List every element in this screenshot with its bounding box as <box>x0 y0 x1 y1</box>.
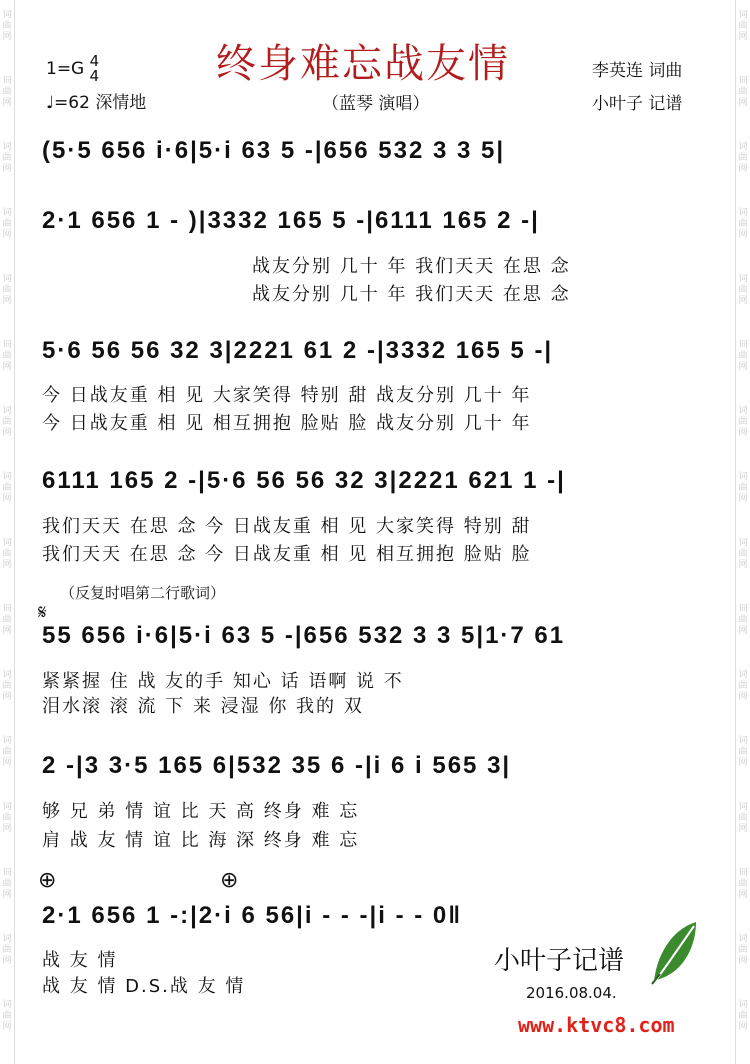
time-signature <box>90 54 100 84</box>
watermark-text: 词 曲 网 <box>738 604 748 636</box>
transcription-date: 2016.08.04. <box>526 984 617 1002</box>
lyrics-row-3-verse-1: 今 日战友重 相 见 大家笑得 特别 甜 战友分别 几十 年 <box>42 385 532 406</box>
site-url-text: www.ktvc8.com <box>518 1013 675 1037</box>
lyrics-row-2-verse-2: 战友分别 几十 年 我们天天 在思 念 <box>252 284 571 305</box>
watermark-text: 词 曲 网 <box>738 142 748 174</box>
lyrics-row-2-verse-1: 战友分别 几十 年 我们天天 在思 念 <box>252 256 571 277</box>
key-text: 1=G <box>46 59 85 79</box>
watermark-text: 词 曲 网 <box>738 208 748 240</box>
watermark-text: 词 曲 网 <box>2 76 12 108</box>
watermark-text: 词 曲 网 <box>738 10 748 42</box>
watermark-text: 词 曲 网 <box>738 934 748 966</box>
watermark-text: 词 曲 网 <box>2 406 12 438</box>
notation-row-1: (5·5 656 i·6|5·i 63 5 -|656 532 3 3 5| <box>42 137 506 164</box>
lyrics-row-6-verse-1: 够 兄 弟 情 谊 比 天 高 终身 难 忘 <box>42 801 360 822</box>
notation-row-2: 2·1 656 1 - )|3332 165 5 -|6111 165 2 -| <box>42 207 540 234</box>
lyrics-row-4-verse-2: 我们天天 在思 念 今 日战友重 相 见 相互拥抱 脸贴 脸 <box>42 544 532 565</box>
lyrics-row-6-verse-2: 肩 战 友 情 谊 比 海 深 终身 难 忘 <box>42 830 360 851</box>
leaf-icon <box>646 918 700 986</box>
mood-marking: 深情地 <box>95 93 147 113</box>
notation-row-5: 55 656 i·6|5·i 63 5 -|656 532 3 3 5|1·7 61 <box>42 622 566 649</box>
watermark-text: 词 曲 网 <box>2 604 12 636</box>
coda-symbol-1: ⊕ <box>38 868 57 893</box>
notation-row-6: 2 -|3 3·5 165 6|532 35 6 -|i 6 i 565 3| <box>42 752 512 779</box>
tempo-line <box>46 88 146 113</box>
lyrics-row-3-verse-2: 今 日战友重 相 见 相互拥抱 脸贴 脸 战友分别 几十 年 <box>42 413 532 434</box>
watermark-text: 词 曲 网 <box>2 802 12 834</box>
notation-row-7: 2·1 656 1 -:|2·i 6 56|i - - -|i - - 0‖ <box>42 902 463 929</box>
watermark-text: 词 曲 网 <box>738 1000 748 1032</box>
watermark-text: 词 曲 网 <box>2 670 12 702</box>
handwritten-signature: 小叶子记谱 <box>494 946 625 976</box>
watermark-text: 词 曲 网 <box>2 10 12 42</box>
lyrics-row-4-verse-1: 我们天天 在思 念 今 日战友重 相 见 大家笑得 特别 甜 <box>42 516 532 537</box>
key-signature <box>46 54 99 84</box>
singer-credit: （蓝琴 演唱） <box>322 94 430 114</box>
repeat-instruction: （反复时唱第二行歌词） <box>60 584 226 602</box>
coda-symbol-2: ⊕ <box>220 868 239 893</box>
lyrics-row-5-verse-1: 紧紧握 住 战 友的手 知心 话 语啊 说 不 <box>42 671 404 692</box>
watermark-text: 词 曲 网 <box>2 1000 12 1032</box>
watermark-text: 词 曲 网 <box>2 868 12 900</box>
watermark-text: 词 曲 网 <box>2 538 12 570</box>
watermark-text: 词 曲 网 <box>2 274 12 306</box>
watermark-text: 词 曲 网 <box>2 736 12 768</box>
watermark-text: 词 曲 网 <box>738 736 748 768</box>
watermark-text: 词 曲 网 <box>738 274 748 306</box>
lyrics-row-7-verse-1: 战 友 情 <box>42 950 118 971</box>
watermark-text: 词 曲 网 <box>2 340 12 372</box>
lyricist-composer-credit: 李英连 词曲 <box>592 61 683 81</box>
notation-row-3: 5·6 56 56 32 3|2221 61 2 -|3332 165 5 -| <box>42 337 554 364</box>
tempo-marking: ♩=62 <box>46 93 90 113</box>
watermark-text: 词 曲 网 <box>2 142 12 174</box>
transcriber-credit: 小叶子 记谱 <box>592 94 683 114</box>
watermark-text: 词 曲 网 <box>738 340 748 372</box>
watermark-text: 词 曲 网 <box>738 670 748 702</box>
site-url[interactable] <box>518 1013 675 1037</box>
watermark-text: 词 曲 网 <box>2 208 12 240</box>
watermark-text: 词 曲 网 <box>738 538 748 570</box>
watermark-text: 词 曲 网 <box>738 76 748 108</box>
watermark-text: 词 曲 网 <box>738 472 748 504</box>
watermark-text: 词 曲 网 <box>738 802 748 834</box>
song-title: 终身难忘战友情 <box>216 41 510 87</box>
time-denominator: 4 <box>89 67 100 85</box>
watermark-text: 词 曲 网 <box>738 868 748 900</box>
notation-row-4: 6111 165 2 -|5·6 56 56 32 3|2221 621 1 -| <box>42 467 566 494</box>
watermark-text: 词 曲 网 <box>2 472 12 504</box>
watermark-text: 词 曲 网 <box>738 406 748 438</box>
time-numerator: 4 <box>89 52 100 70</box>
segno-symbol: 𝄋 <box>38 600 47 624</box>
lyrics-row-7-verse-2: 战 友 情 D.S.战 友 情 <box>42 976 246 997</box>
lyrics-row-5-verse-2: 泪水滚 滚 流 下 来 浸湿 你 我的 双 <box>42 696 364 717</box>
watermark-text: 词 曲 网 <box>2 934 12 966</box>
